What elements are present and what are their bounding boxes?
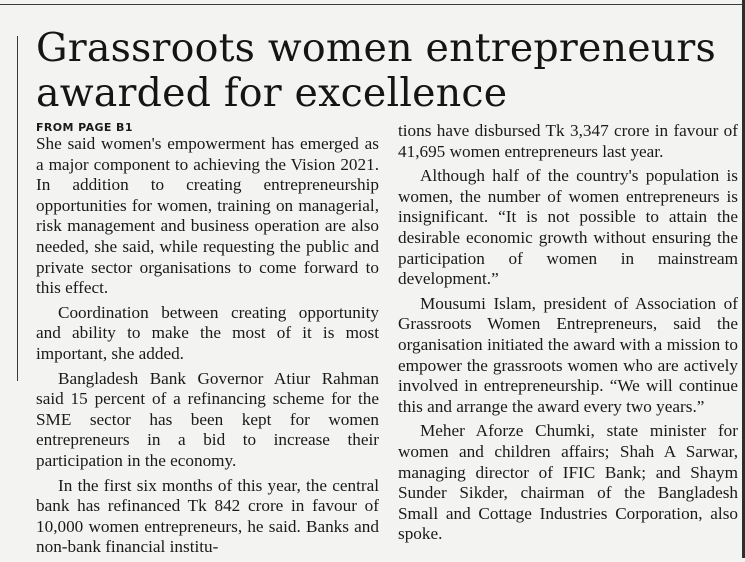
paragraph: tions have disbursed Tk 3,347 crore in favour of 41,695 women entrepreneurs last year. [398, 121, 738, 161]
continuation-kicker: FROM PAGE B1 [36, 121, 133, 134]
article-column-2 [398, 121, 738, 549]
paragraph: Mousumi Islam, president of Association of Grassroots Women Entrepreneurs, said the organisation initiated the award with a mission to empower the grassroots women who are actively involved in entrepreneurship. “We will continue this and arrange the award every two years.” [398, 293, 738, 416]
article-column-1 [36, 121, 379, 562]
paragraph: She said women's empowerment has emerged as a major component to achieving the Vision 2021. In addition to creating entrepreneurship opportunities for women, training on managerial, risk management and business operation are also needed, she said, while requesting the public and private sector organisations to come forward to this effect. [36, 134, 379, 298]
column-rule-left [17, 36, 18, 381]
paragraph: Although half of the country's population is women, the number of women entrepreneurs is insignificant. “It is not possible to attain the desirable economic growth without ensuring the participation of women in mainstream development.” [398, 166, 738, 289]
top-rule [0, 4, 745, 5]
paragraph: Bangladesh Bank Governor Atiur Rahman said 15 percent of a refinancing scheme for the SME sector has been kept for women entrepreneurs in a bid to increase their participation in the economy. [36, 368, 379, 470]
paragraph: In the first six months of this year, the central bank has refinanced Tk 842 crore in favour of 10,000 women entrepreneurs, he said. Banks and non-bank financial institu- [36, 475, 379, 557]
paragraph: Coordination between creating opportunity and ability to make the most of it is most important, she added. [36, 302, 379, 363]
article-headline: Grassroots women entrepreneurs awarded for excellence [36, 25, 716, 116]
paragraph: Meher Aforze Chumki, state minister for women and children affairs; Shah A Sarwar, managing director of IFIC Bank; and Shaym Sunder Sikder, chairman of the Bangladesh Small and Cottage Industries Corporation, also spoke. [398, 421, 738, 544]
